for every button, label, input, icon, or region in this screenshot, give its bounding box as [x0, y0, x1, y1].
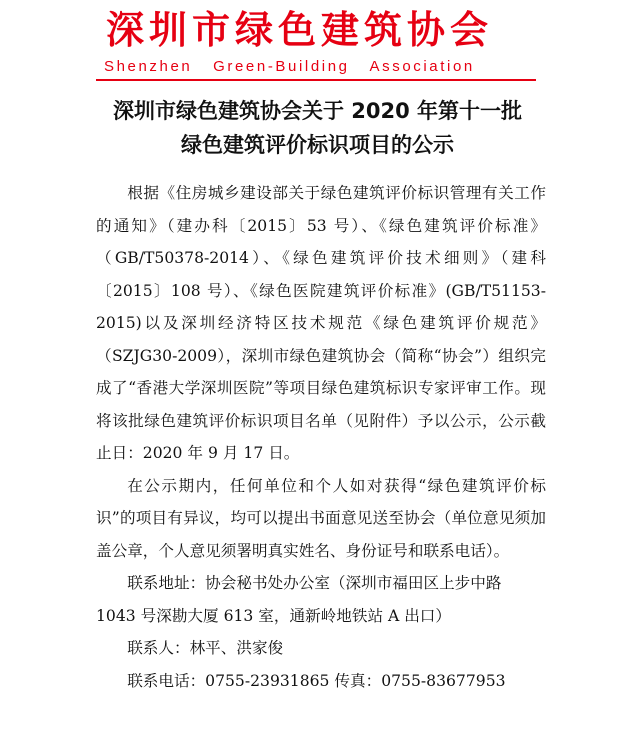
- notice-title-line-2: 绿色建筑评价标识项目的公示: [181, 133, 454, 157]
- notice-paragraph-objection: 在公示期内，任何单位和个人如对获得“绿色建筑评价标识”的项目有异议，均可以提出书面意见送至协会（单位意见须加盖公章，个人意见须署明真实姓名、身份证号和联系电话）。: [96, 476, 546, 560]
- contact-address-line-1: 联系地址：协会秘书处办公室（深圳市福田区上步中路: [127, 574, 502, 592]
- contact-phone-fax: 联系电话：0755-23931865 传真：0755-83677953: [127, 671, 506, 690]
- letterhead-divider: [96, 79, 536, 81]
- contact-persons: 联系人：林平、洪家俊: [127, 639, 284, 657]
- letterhead: [0, 0, 635, 82]
- contact-address-line-2: 1043 号深勘大厦 613 室，通新岭地铁站 A 出口）: [96, 606, 451, 625]
- notice-body: [96, 177, 546, 697]
- notice-title: [60, 94, 575, 162]
- notice-paragraph-basis: 根据《住房城乡建设部关于绿色建筑评价标识管理有关工作的通知》（建办科〔2015〕53 号）、《绿色建筑评价标准》（GB/T50378-2014）、《绿色建筑评价技术细则》（建科〔2015〕108 号）、《绿色医院建筑评价标准》(GB/T51153-2015)以及深圳经济特区技术规范《绿色建筑评价规范》（SZJG30-2009），深圳市绿色建筑协会（简称“协会”）组织完成了“香港大学深圳医院”等项目绿色建筑标识专家评审工作。现将该批绿色建筑评价标识项目名单（见附件）予以公示，公示截止日：2020 年 9 月 17 日。: [96, 184, 546, 462]
- organization-name-chinese: 深圳市绿色建筑协会: [106, 8, 494, 52]
- notice-title-line-1: 深圳市绿色建筑协会关于 2020 年第十一批: [112, 99, 523, 123]
- organization-name-english: Shenzhen Green-Building Association: [104, 58, 475, 75]
